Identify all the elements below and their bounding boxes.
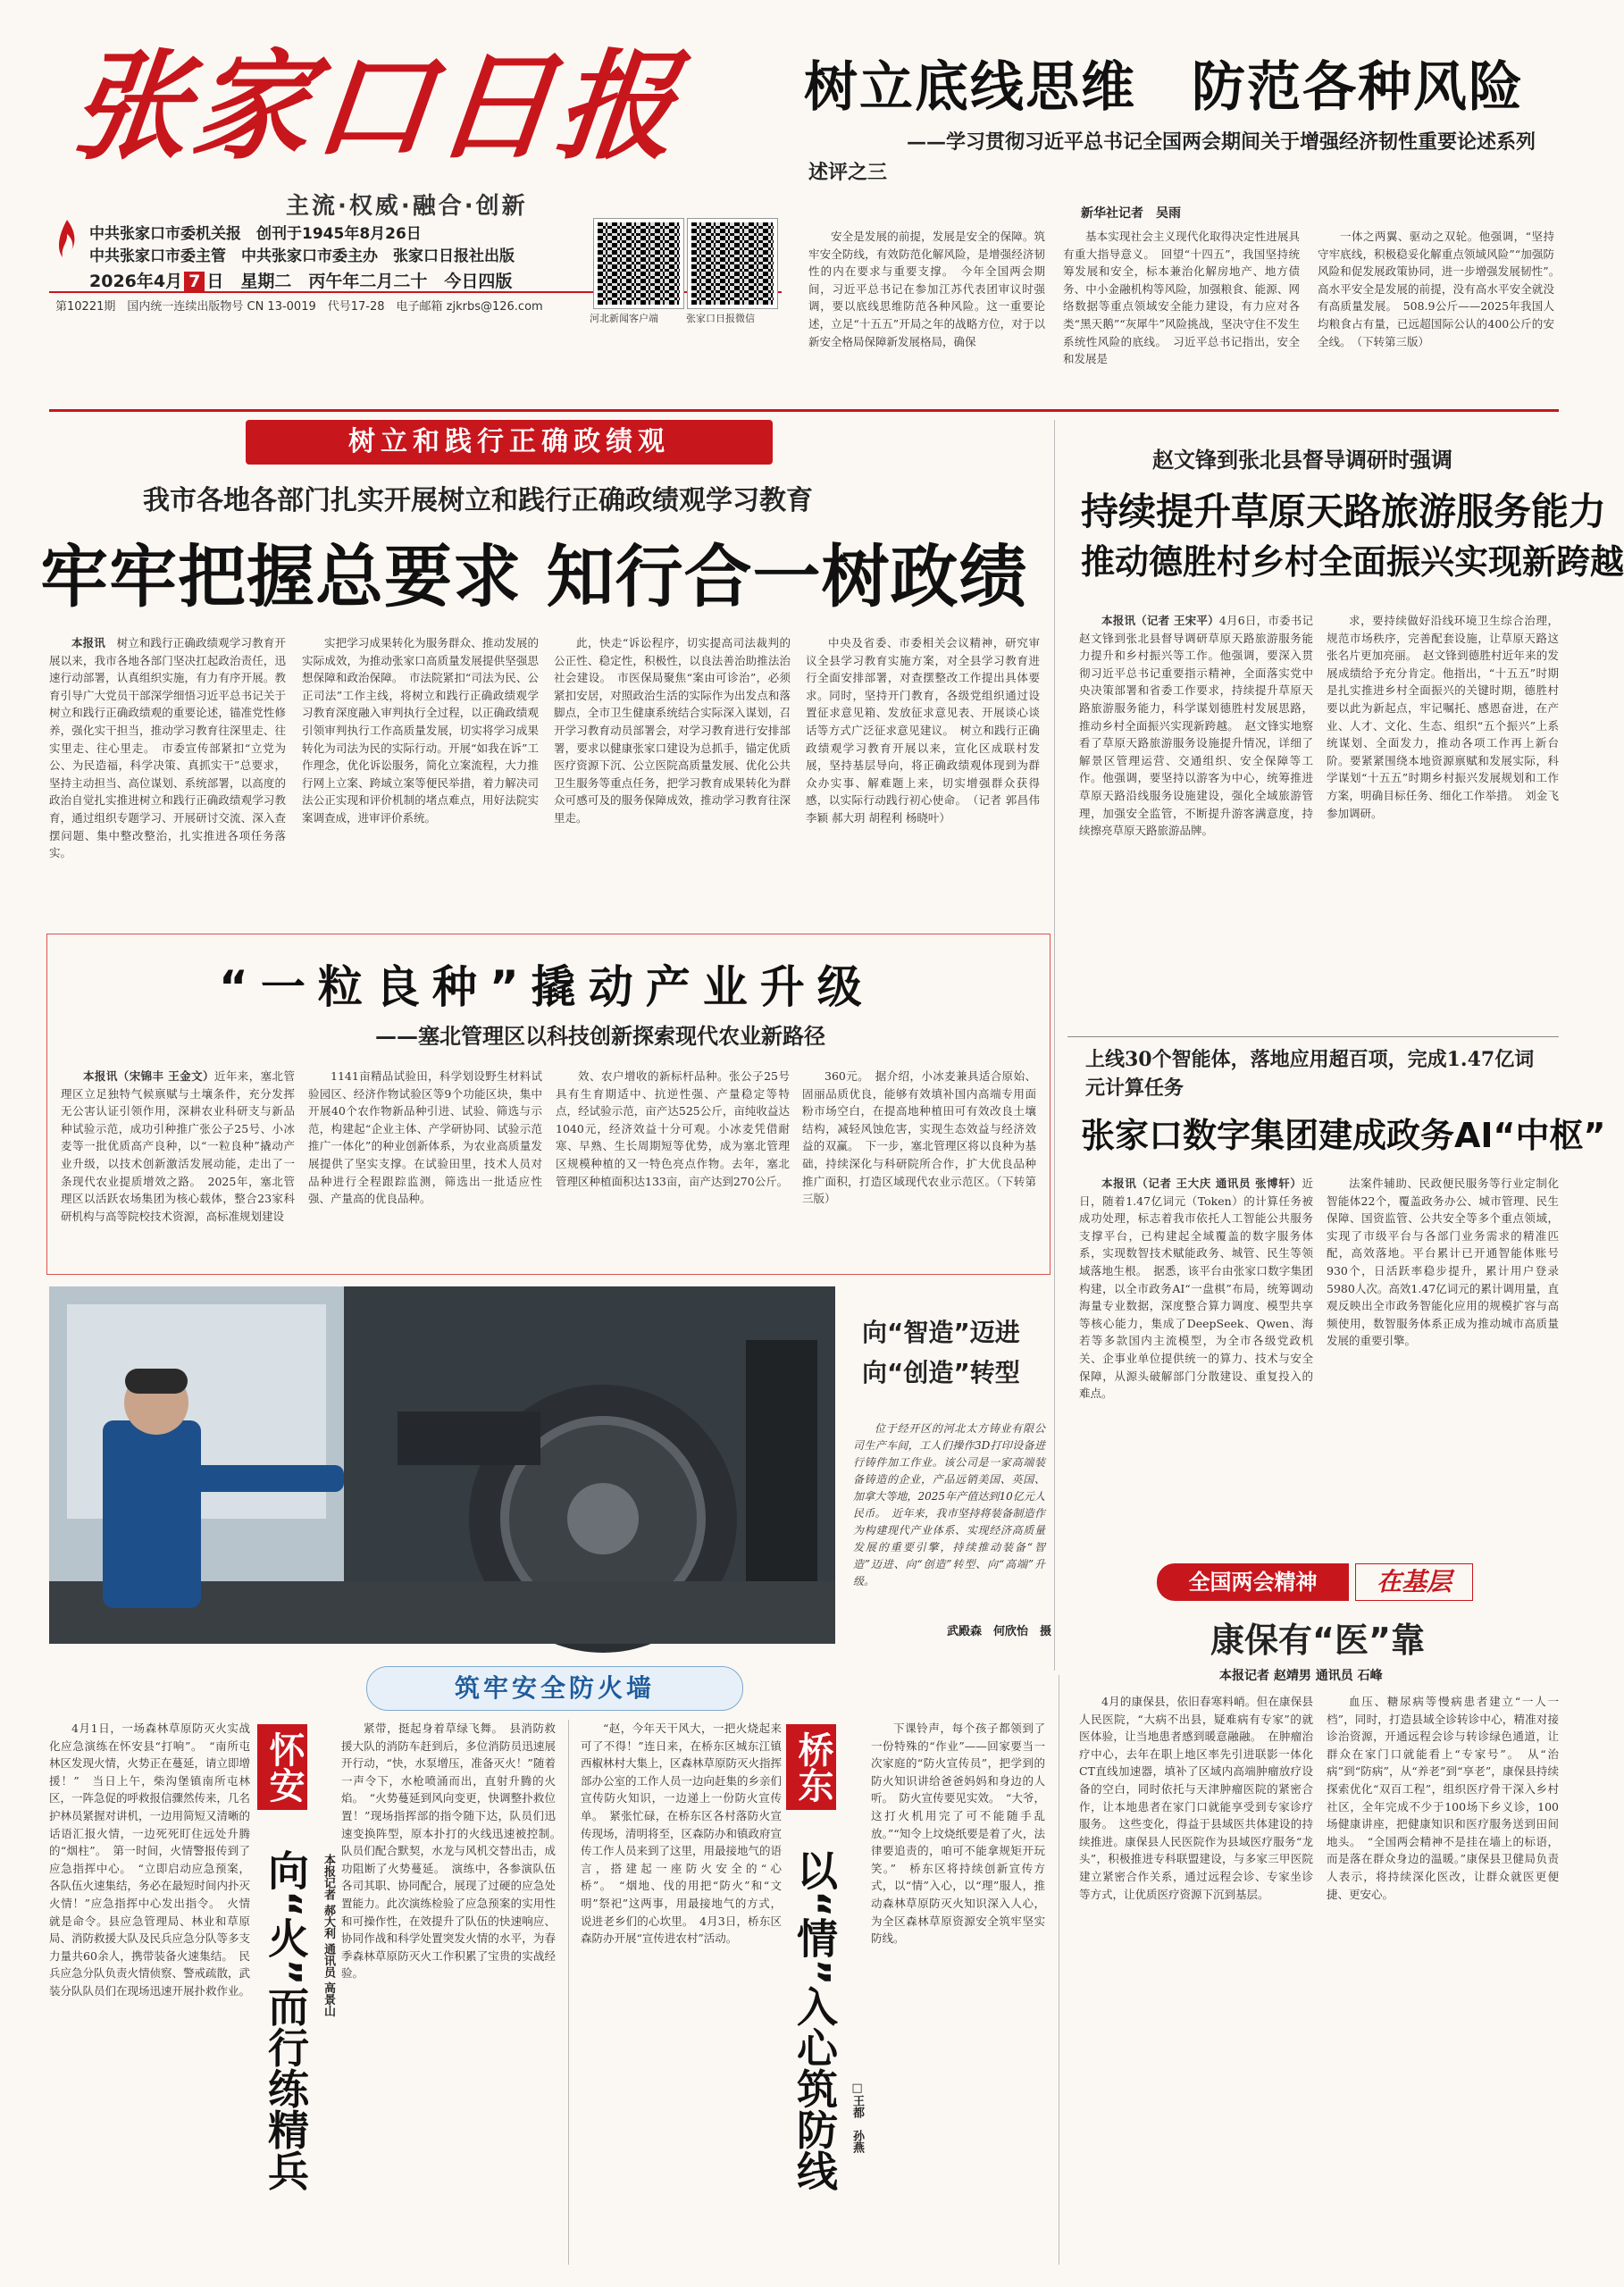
qr-label-1: 河北新闻客户端 bbox=[590, 313, 658, 324]
lead-column-1: 安全是发展的前提，发展是安全的保障。筑牢安全防线，有效防范化解风险，是增强经济韧性的内在要求与重要支撑。 今年全国两会期间，习近平总书记在参加江苏代表团审议时强调，要以底线思维防范各种风险。这一重要论述，立足“十五五”开局之年的战略方位，对于以新安全格局保障新发展格局，确保 bbox=[808, 230, 1045, 348]
side1-headline-1: 持续提升草原天路旅游服务能力 bbox=[1081, 490, 1607, 533]
feature-lead-label: 本报讯（宋锦丰 王金文） bbox=[83, 1069, 214, 1083]
section1-column-3: 此，快走“诉讼程序，切实提高司法裁判的公正性、稳定性，积极性，以良法善治助推法治社会建设。 市医保局聚焦“案由可诊治”，必须紧扣安居，对照政治生活的实际作为出发点和落脚点，全市卫生健康系统结合实际深入谋划，召开学习教育动员部署会，对学习教育进行安排部署，要求以健康张家口建设为总抓手，锚定优质医疗资源下沉、公立医院高质量发展、优化公共卫生服务等重点任务，把学习教育成果转化为群众可感可及的服务保障成效，推动学习教育往深里走。 bbox=[554, 636, 791, 825]
section1-column-1-text: 树立和践行正确政绩观学习教育开展以来，我市各地各部门坚决扛起政治责任，迅速行动部署，认真组织实施，有力有序开展。教育引导广大党员干部深学细悟习近平总书记关于树立和践行正确政绩观的重要论述，锚准党性修养，强化实干担当，推动学习教育往深里走、往实里走、往心里走。 市委宣传部紧扣“立党为公、为民造福，科学决策、真抓实干”总要求，坚持主动担当、高位谋划、系统部署，以高度的政治自觉扎实推进树立和践行正确政绩观学习教育，通过组织专题学习、开展研讨交流、深入查摆问题、集中整改整治，扎实推进各项任务落实。 bbox=[49, 636, 286, 860]
side2-lead-label: 本报讯（记者 王大庆 通讯员 张博轩） bbox=[1101, 1177, 1302, 1190]
section3-banner bbox=[1157, 1563, 1496, 1601]
side2-column-2: 法案件辅助、民政便民服务等行业定制化智能体22个，覆盖政务办公、城市管理、民生保障、国资监管、公共安全等多个重点领域，实现了市级平台与各部门业务需求的精准匹配，高效落地。平台累计已开通智能体账号930个，日活跃率稳步提升，累计用户登录5980人次。高效1.47亿词元的累计调用量，直观反映出全市政务智能化应用的规模扩容与高频使用，数智服务体系正成为推动城市高质量发展的重要引擎。 bbox=[1327, 1177, 1559, 1348]
section3-banner-tag: 在基层 bbox=[1355, 1563, 1473, 1601]
side1-headline-2: 推动德胜村乡村全面振兴实现新跨越 bbox=[1081, 542, 1624, 582]
section1-column-4: 中央及省委、市委相关会议精神，研究审议全县学习教育实施方案，对全县学习教育进行全面安排部署，对查摆整改工作提出具体要求。同时，坚持开门教育，各级党组织通过设置征求意见箱、发放征求意见表、开展谈心谈话等方式广泛征求意见建议。 树立和践行正确政绩观学习教育开展以来，宣化区成联村发展，坚持基层导向，将正确政绩观体现到为群众办实事、解难题上来，切实增强群众获得感，以实际行动践行初心使命。 （记者 郭昌伟 李颖 郝大玥 胡程利 杨晓叶） bbox=[806, 636, 1040, 825]
qr-label-2: 张家口日报微信 bbox=[686, 313, 755, 324]
date-day: 7 bbox=[184, 272, 205, 291]
side1-kicker: 赵文锋到张北县督导调研时强调 bbox=[1152, 447, 1452, 473]
section3-banner-text: 全国两会精神 bbox=[1157, 1563, 1349, 1601]
factory-photo bbox=[49, 1286, 835, 1644]
article1-column-1: 4月1日，一场森林草原防灭火实战化应急演练在怀安县“打响”。 “南所屯林区发现火情，火势正在蔓延，请立即增援！” 当日上午，柴沟堡镇南所屯林区，一阵急促的呼救报信骤然传来，几名护林员紧握对讲机，一边用简短又清晰的话语汇报火情，一边死死盯住远处升腾的“烟柱”。 第一时间，火情警报传到了应急指挥中心。 “立即启动应急预案，各队伍火速集结，务必在最短时间内扑灭火情！”应急指挥中心发出指令。 火情就是命令。县应急管理局、林业和草原局、消防救援大队及民兵应急分队等多支力量共60余人，携带装备火速集结。 民兵应急分队负责火情侦察、警戒疏散，武装分队队员们在现场迅速开展扑救作业。 bbox=[49, 1722, 251, 1998]
article2-column-2: 下课铃声，每个孩子都领到了一份特殊的“作业”——回家要当一次家庭的“防火宣传员”，把学到的防火知识讲给爸爸妈妈和身边的人听。 防火宣传要见实效。 “大爷，这打火机用完了可不能随手乱放。”“知令上坟烧纸要是着了火，法律要追责的，咱可不能拿规矩开玩笑。” 桥东区将持续创新宣传方式，以“情”入心，以“理”服人，推动森林草原防灭火知识深入人心，为全区森林草原资源安全筑牢坚实防线。 bbox=[871, 1722, 1045, 1946]
newspaper-logo: 张家口日报 bbox=[63, 38, 687, 176]
side2-kicker: 上线30个智能体，落地应用超百项，完成1.47亿词元计算任务 bbox=[1085, 1048, 1535, 1100]
side1-column-2: 求，要持续做好沿线环境卫生综合治理，规范市场秩序，完善配套设施，让草原天路这张名片更加亮丽。 赵文锋到德胜村近年来的发展成绩给予充分肯定。他指出，“十五五”时期是扎实推进乡村全面振兴的关键时期，德胜村要以此为新起点，牢记嘱托、感恩奋进，在产业、人才、文化、生态、组织“五个振兴”上系统谋划、全面发力，推动各项工作再上新台阶。要紧紧围绕本地资源禀赋和发展实际，科学谋划“十五五”时期乡村振兴发展规划和工作方案，明确目标任务、细化工作举措。 刘金飞参加调研。 bbox=[1327, 614, 1559, 820]
feature-subtitle: ——塞北管理区以科技创新探索现代农业新路径 bbox=[375, 1023, 825, 1049]
feature-column-2: 1141亩精品试验田，科学划设野生材料试验园区、经济作物试验区等9个功能区块，集中开展40个农作物新品种引进、试验、筛选与示范，构建起“企业主体、产学研协同、试验示范推广一体化”的种业创新体系，为农业高质量发展提供了坚实支撑。在试验田里，技术人员对品种进行全程跟踪监测，筛选出一批适应性强、产量高的优良品种。 bbox=[308, 1069, 542, 1206]
section1-lead-label: 本报讯 bbox=[71, 636, 105, 649]
issue-date bbox=[89, 268, 512, 292]
issue-info: 第10221期 国内统一连续出版物号 CN 13-0019 代号17-28 电子邮箱 zjkrbs@126.com bbox=[55, 300, 543, 314]
feature-column-4: 360元。 据介绍，小冰麦兼具适合原始、固丽品质优良，能够有效填补国内高端专用面粉市场空白，在提高地种植田可有效改良土壤结构，减轻风蚀危害，实现生态效益与经济效益的双赢。 下一步，塞北管理区将以良种为基础，持续深化与科研院所合作，扩大优良品种推广面积，打造区域现代农业示范区。（下转第三版） bbox=[802, 1069, 1036, 1206]
lead-headline: 树立底线思维 防范各种风险 bbox=[804, 56, 1524, 119]
feature-title: “一粒良种”撬动产业升级 bbox=[219, 961, 875, 1013]
side2-column-1 bbox=[1079, 1175, 1313, 1568]
side2-headline: 张家口数字集团建成政务AI“中枢” bbox=[1081, 1116, 1606, 1155]
feature-column-1 bbox=[61, 1068, 295, 1260]
side1-column-1 bbox=[1079, 612, 1313, 1032]
article2-column-1: “赵，今年天干风大，一把火烧起来可了不得！”连日来，在桥东区城东江镇西椒林村大集上，区森林草原防灭火指挥部办公室的工作人员一边向赶集的乡亲们宣传防火知识，一边递上一份防火宣传单。 紧张忙碌，在桥东区各村落防火宣传现场，清明将至，区森防办和镇政府宣传工作人员来到了这里，用最接地气的语言，搭建起一座防火安全的“心桥”。 “烟地、伐的用把“防火”和“文明”祭祀”这两事，用最接地气的方式，说进老乡们的心坎里。 4月3日，桥东区森防办开展“宣传进农村”活动。 bbox=[581, 1722, 783, 1946]
publisher-info-2: 中共张家口市委主管 中共张家口市委主办 张家口日报社出版 bbox=[89, 247, 515, 265]
section-banner-governance: 树立和践行正确政绩观 bbox=[246, 420, 773, 465]
photo-title-1: 向“智造”迈进 bbox=[862, 1318, 1020, 1347]
qr-code-hebei-news[interactable] bbox=[594, 219, 683, 308]
qr-code-wechat[interactable] bbox=[688, 219, 777, 308]
publisher-info-1: 中共张家口市委机关报 创刊于1945年8月26日 bbox=[89, 225, 422, 243]
section3-headline: 康保有“医”靠 bbox=[1210, 1621, 1425, 1660]
article2-headline: 以“情”入心筑防线 bbox=[791, 1849, 839, 2191]
article2-byline: □王都 孙燕 bbox=[850, 2082, 864, 2153]
date-prefix: 2026年4月 bbox=[89, 272, 183, 291]
article1-tag: 怀安 bbox=[257, 1724, 307, 1810]
flame-icon bbox=[55, 218, 79, 261]
slogan: 主流·权威·融合·创新 bbox=[286, 193, 528, 220]
feature-column-1-text: 近年来，塞北管理区立足独特气候禀赋与土壤条件，充分发挥无公害认证引领作用，深耕农业科研支与新品种试验示范，成功引种推广张公子25号、小冰麦等一批优质高产良种，以“一粒良种”撬动产业升级，以技术创新激活发展动能，走出了一条现代农业提质增效之路。 2025年，塞北管理区以活跃农场集团为核心载体，整合23家科研机构与高等院校技术资源，高标准规划建设 bbox=[61, 1069, 295, 1223]
side1-column-1-text: 4月6日，市委书记赵文锋到张北县督导调研草原天路旅游服务能力提升和乡村振兴等工作。他强调，要深入贯彻习近平总书记重要指示精神，全面落实党中央决策部署和省委工作要求，持续提升草原天路旅游服务能力，科学谋划德胜村发展思路，推动乡村全面振兴实现新跨越。 赵文锋实地察看了草原天路旅游服务设施提升情况，详细了解景区管理运营、交通组织、安全保障等工作。他强调，要坚持以游客为中心，统筹推进草原天路沿线服务设施建设，强化全域旅游管理，加强安全监管，不断提升游客满意度，持续擦亮草原天路旅游品牌。 bbox=[1079, 614, 1314, 838]
section1-kicker: 我市各地各部门扎实开展树立和践行正确政绩观学习教育 bbox=[143, 485, 813, 516]
side1-lead-label: 本报讯（记者 王宋平） bbox=[1101, 614, 1219, 627]
article1-column-2: 紧带，挺起身着草绿飞舞。 县消防救援大队的消防车赶到后，多位消防员迅速展开行动，“快，水泵增压，准备灭火！”随着一声令下，水枪喷涌而出，直射升腾的火焰。 “火势蔓延到风向变更，快调整扑救位置！”现场指挥部的指令随下达，队员们迅速变换阵型，原本扑打的火线迅速被控制。 队员们配合默契，水龙与风机交替出击，成功阻断了火势蔓延。 演练中，各参演队伍各司其职、协同配合，展现了过硬的应急处置能力。此次演练检验了应急预案的实用性和可操作性，在效提升了队伍的快速响应、协同作战和科学处置突发火情的水平，为春季森林草原防灭火工作积累了宝贵的实战经验。 bbox=[341, 1722, 567, 1981]
section3-column-1: 4月的康保县，依旧春寒料峭。但在康保县人民医院，“大病不出县，疑难病有专家”的就医体验，让当地患者感到暖意融融。 在肿瘤治疗中心，去年在职上地区率先引进联影一体化CT直线加速器，填补了区域内高端肿瘤放疗设备的空白，同时依托与天津肿瘤医院的紧密合作，让本地患者在家门口就能享受到专家诊疗服务。 这些变化，得益于县域医共体建设的持续推进。康保县人民医院作为县域医疗服务“龙头”，积极推进专科联盟建设，与多家三甲医院建立紧密合作关系，通过远程会诊、专家坐诊等方式，让优质医疗资源下沉到基层。 bbox=[1079, 1695, 1313, 1901]
section1-headline: 牢牢把握总要求 知行合一树政绩 bbox=[40, 537, 1028, 616]
article2-tag: 桥东 bbox=[786, 1724, 836, 1810]
section2-banner: 筑牢安全防火墙 bbox=[366, 1666, 743, 1711]
date-suffix: 日 星期二 丙午年二月二十 今日四版 bbox=[206, 272, 513, 291]
section1-column-2: 实把学习成果转化为服务群众、推动发展的实际成效，为推动张家口高质量发展提供坚强思想保障和政治保障。 市法院紧扣“司法为民、公正司法”工作主线，将树立和践行正确政绩观学习教育深度融入审判执行全过程，以正确政绩观引领审判执行工作高质量发展，切实将学习成果转化为司法为民的实际行动。开展“如我在诉”工作理念，优化诉讼服务，简化立案流程，大力推行网上立案、跨域立案等便民举措，着力解决司法公正实现和评价机制的堵点难点，用好法院实案调查成，进审评价系统。 bbox=[302, 636, 539, 825]
lead-subtitle: ——学习贯彻习近平总书记全国两会期间关于增强经济韧性重要论述系列述评之三 bbox=[808, 130, 1536, 184]
feature-column-3: 效、农户增收的新标杆品种。张公子25号具有生育期适中、抗逆性强、产量稳定等特点，经试验示范，亩产达525公斤，亩纯收益达1040元，经济效益十分可观。小冰麦凭借耐寒、早熟、生长周期短等优势，成为塞北管理区规模种植的又一特色亮点作物。去年，塞北管理区种植面积达133亩，亩产达到270公斤。 bbox=[556, 1069, 790, 1188]
photo-credit: 武殿森 何欣怡 摄 bbox=[947, 1625, 1052, 1638]
section3-byline: 本报记者 赵靖男 通讯员 石峰 bbox=[1219, 1669, 1383, 1683]
lead-byline: 新华社记者 吴雨 bbox=[1081, 206, 1181, 221]
lead-column-3: 一体之两翼、驱动之双轮。他强调，“坚持守牢底线，积极稳妥化解重点领域风险”“加强防风险和促发展政策协同，进一步增强发展韧性”。 高水平安全是发展的前提，没有高水平安全就没有高质量发展。 508.9公斤——2025年我国人均粮食占有量，已远超国际公认的400公斤的安全线。 （下转第三版） bbox=[1318, 230, 1566, 348]
section3-column-2: 血压、糖尿病等慢病患者建立“一人一档”，同时，打造县域全诊转诊中心，精准对接诊治资源，开通远程会诊与转诊绿色通道，让群众在家门口就能看上“专家号”。 从“治病”到“防病”，从“养老”到“享老”，康保县持续探索优化“双百工程”，组织医疗骨干深入乡村社区，全年完成不少于100场下乡义诊，100场健康讲座，把健康知识和医疗服务送到田间地头。 “全国两会精神不是挂在墙上的标语，而是落在群众身边的温暖。”康保县卫健局负责人表示，将持续深化医改，让群众就医更便捷、更安心。 bbox=[1327, 1695, 1559, 1901]
article1-byline: 本报记者 郝大利 通讯员 高景山 bbox=[322, 1854, 335, 2017]
lead-column-2: 基本实现社会主义现代化取得决定性进展具有重大指导意义。 回望“十四五”，我国坚持统筹发展和安全，标本兼治化解房地产、地方债务、中小金融机构等风险，加强粮食、能源、网络数据等重点领域安全能力建设，有力应对各类“黑天鹅”“灰犀牛”风险挑战，坚决守住不发生系统性风险的底线。 习近平总书记指出，安全和发展是 bbox=[1063, 230, 1300, 366]
side2-column-1-text: 近日，随着1.47亿词元（Token）的计算任务被成功处理，标志着我市依托人工智能公共服务支撑平台，已构建起全域覆盖的数字服务体系，实现数智技术赋能政务、城管、民生等领域落地生根。 据悉，该平台由张家口数字集团构建，以全市政务AI“一盘棋”布局，统筹调动海量专业数据，深度整合算力调度、模型共享等核心能力，集成了DeepSeek、Qwen、海若等多款国内主流模型，为全市各级党政机关、企事业单位提供统一的算力、技术与安全保障，从源头破解部门分散建设、重复投入的难点。 bbox=[1079, 1177, 1313, 1401]
photo-title-2: 向“创造”转型 bbox=[862, 1358, 1020, 1387]
photo-caption: 位于经开区的河北太方铸业有限公司生产车间，工人们操作3D打印设备进行铸件加工作业。该公司是一家高端装备铸造的企业，产品远销美国、英国、加拿大等地，2025年产值达到10亿元人民币。 近年来，我市坚持将装备制造作为构建现代产业体系、实现经济高质量发展的重要引擎，持续推动装备“智造”迈进、向“创造”转型、向“高端”升级。 bbox=[853, 1422, 1045, 1587]
article1-headline: 向“火”而行练精兵 bbox=[262, 1849, 310, 2191]
section1-column-1 bbox=[49, 634, 286, 929]
